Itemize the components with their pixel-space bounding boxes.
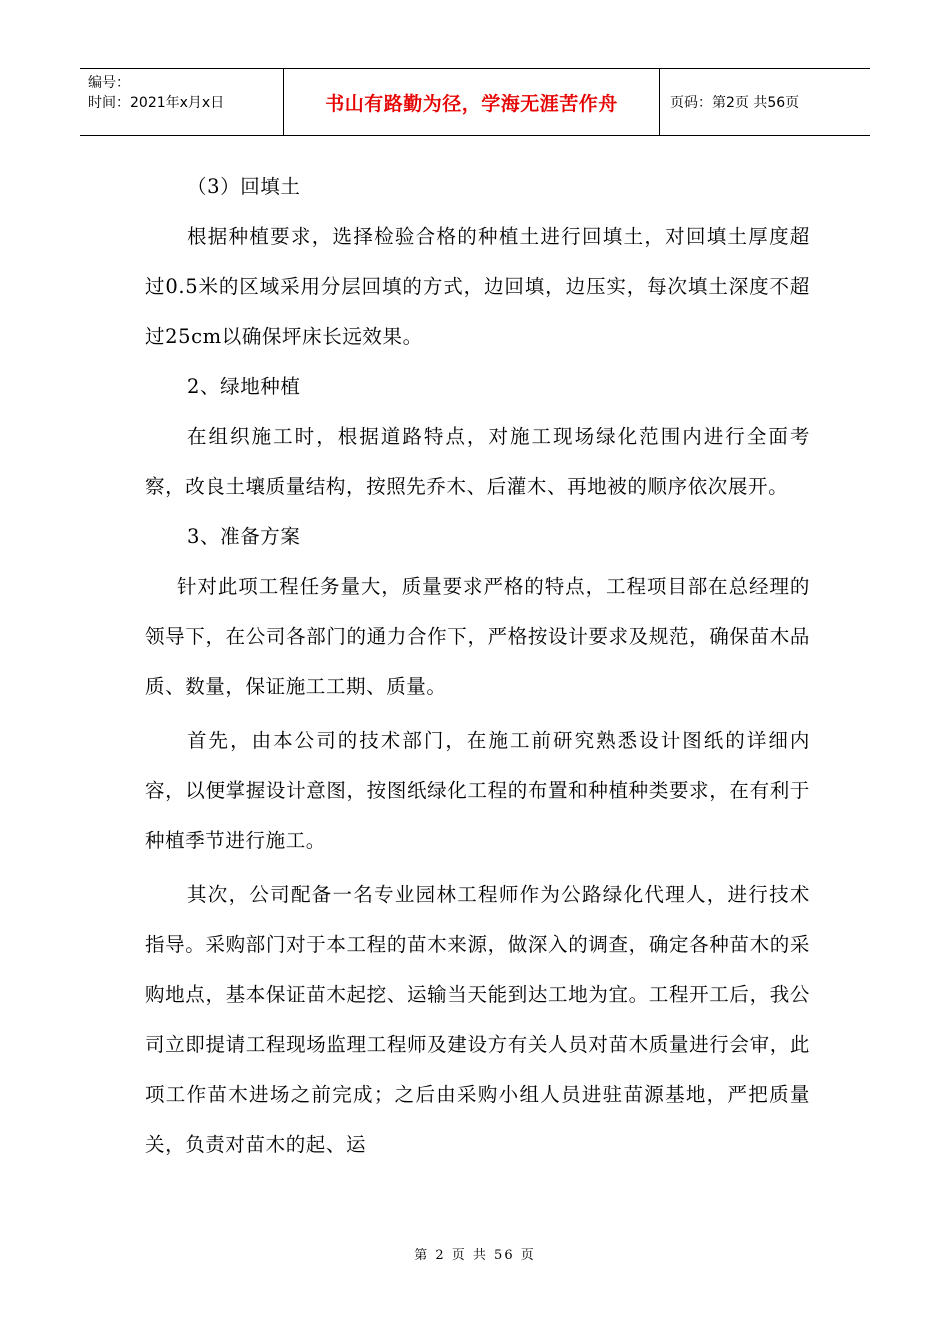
header-motto: 书山有路勤为径，学海无涯苦作舟 [284, 69, 660, 135]
document-date: 时间：2021年x月x日 [88, 95, 225, 111]
section-heading-preparation: 3、准备方案 [187, 525, 301, 548]
section-heading-planting: 2、绿地种植 [187, 375, 301, 398]
section-heading-backfill: （3）回填土 [187, 175, 301, 198]
document-number-label: 编号： [88, 75, 130, 91]
paragraph: 针对此项工程任务量大，质量要求严格的特点，工程项目部在总经理的领导下，在公司各部门的通力合作下，严格按设计要求及规范，确保苗木品质、数量，保证施工工期、质量。 [145, 575, 810, 698]
paragraph: 根据种植要求，选择检验合格的种植土进行回填土，对回填土厚度超过0.5米的区域采用分层回填的方式，边回填，边压实，每次填土深度不超过25cm以确保坪床长远效果。 [145, 225, 810, 348]
paragraph: 其次，公司配备一名专业园林工程师作为公路绿化代理人，进行技术指导。采购部门对于本工程的苗木来源，做深入的调查，确定各种苗木的采购地点，基本保证苗木起挖、运输当天能到达工地为宜。工程开工后，我公司立即提请工程现场监理工程师及建设方有关人员对苗木质量进行会审，此项工作苗木进场之前完成；之后由采购小组人员进驻苗源基地，严把质量关，负责对苗木的起、运 [145, 883, 810, 1156]
paragraph: 首先，由本公司的技术部门，在施工前研究熟悉设计图纸的详细内容，以便掌握设计意图，按图纸绿化工程的布置和种植种类要求，在有利于种植季节进行施工。 [145, 729, 810, 852]
page-header [80, 68, 870, 136]
header-page-info: 页码：第2页 共56页 [670, 95, 800, 111]
paragraph: 在组织施工时，根据道路特点，对施工现场绿化范围内进行全面考察，改良土壤质量结构，按照先乔木、后灌木、再地被的顺序依次展开。 [145, 425, 810, 498]
page-footer: 第 2 页 共 56 页 [414, 1248, 536, 1263]
document-body [145, 162, 810, 1170]
header-meta [80, 69, 284, 135]
